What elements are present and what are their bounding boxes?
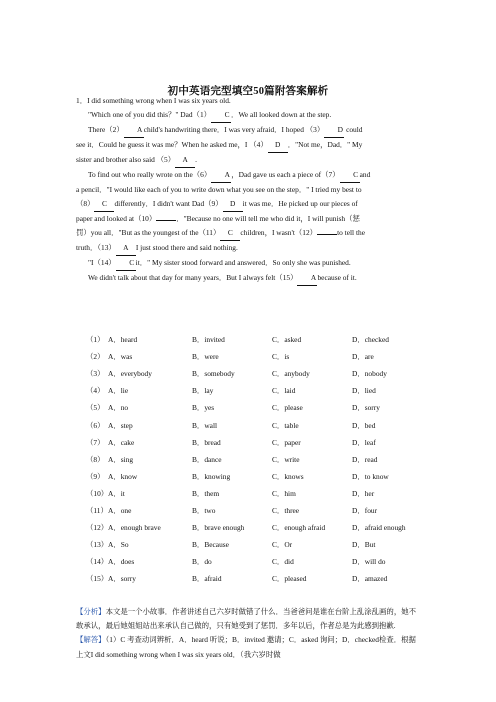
passage-line [76, 168, 420, 183]
option-d: D．four [352, 505, 378, 515]
option-c: C．paper [272, 437, 301, 447]
option-row [86, 536, 426, 553]
option-number: （11） [86, 505, 108, 515]
answer-blank: D [223, 197, 243, 212]
option-number: （13） [86, 540, 109, 550]
passage-line [76, 226, 420, 241]
option-b: B．somebody [192, 369, 235, 379]
passage-line [76, 271, 420, 286]
option-number: （7） [86, 437, 105, 447]
option-d: D．afraid enough [352, 523, 406, 533]
passage-line [76, 256, 420, 271]
option-a: A．heard [108, 335, 138, 345]
passage-line [76, 183, 420, 197]
option-d: D．bed [352, 420, 376, 430]
passage-text: and [359, 170, 371, 179]
option-d: D．sorry [352, 403, 380, 413]
option-d: D．will do [352, 557, 386, 567]
option-number: （6） [86, 420, 105, 430]
option-c: C．is [272, 352, 290, 362]
passage-text: . [195, 155, 197, 164]
option-a: A．no [108, 403, 129, 413]
option-a: A．enough brave [108, 523, 161, 533]
option-row [86, 485, 426, 502]
option-b: B．Because [192, 540, 229, 550]
page-title: 初中英语完型填空50篇附答案解析 [167, 86, 329, 97]
option-c: C．table [272, 420, 299, 430]
analysis-tag: 【分析】 [76, 607, 106, 616]
passage-line [76, 212, 420, 226]
passage-text: could [344, 125, 363, 134]
passage-text: ．"Because no one will tell me who did it，I will punish（惩 [176, 214, 360, 223]
passage-line [76, 153, 420, 168]
option-b: B．do [192, 557, 212, 567]
option-number: （5） [86, 403, 105, 413]
answer-blank: A [211, 168, 231, 183]
passage-text: child's handwriting there．I was very afraid．I hoped （3） [143, 125, 325, 134]
passage-text: a pencil．"I would like each of you to write down what you see on the step．" I tried my best to [76, 185, 362, 194]
passage-line [76, 241, 420, 256]
option-c: C．asked [272, 335, 302, 345]
answer-blank: C [220, 226, 240, 241]
option-b: B．them [192, 488, 220, 498]
option-c: C．knows [272, 471, 304, 481]
passage-text: 罚）you all．"But as the youngest of the（11） [76, 228, 221, 237]
passage-text: ．We all looked down at the step. [231, 110, 332, 119]
option-b: B．afraid [192, 574, 222, 584]
option-a: A．So [108, 540, 129, 550]
answer-blank: A [124, 123, 144, 138]
answer-blank: C [94, 197, 114, 212]
option-a: A．one [108, 505, 132, 515]
answer-blank: C [116, 256, 136, 271]
answer-text: （1）C 考查动词辨析．A．heard 听说；B．invited 邀请；C．asked 询问；D．checked检查．根据上文I did something wrong when I was six years old．（我六岁时做 [76, 635, 416, 659]
passage-text: truth．（13） [76, 243, 116, 252]
passage-text: "I（14） [88, 258, 116, 267]
question-1-heading: 1．I did something wrong when I was six years old. [76, 96, 231, 105]
option-row [86, 468, 426, 485]
passage-line [76, 108, 420, 123]
option-c: C．Or [272, 540, 293, 550]
passage-text: I just stood there and said nothing. [135, 243, 238, 252]
passage-text: paper and looked at（10） [76, 214, 157, 223]
option-b: B．dance [192, 454, 222, 464]
option-c: C．three [272, 505, 300, 515]
option-b: B．knowing [192, 471, 231, 481]
passage-line [76, 197, 420, 212]
analysis-paragraph [76, 605, 420, 633]
option-d: D．amazed [352, 574, 388, 584]
option-number: （4） [86, 386, 105, 396]
option-row [86, 502, 426, 519]
passage-text: because of it. [317, 273, 357, 282]
passage-text: To find out who really wrote on the（6） [88, 170, 212, 179]
option-b: B．two [192, 505, 216, 515]
answer-blank [156, 220, 176, 221]
answer-blank [317, 234, 337, 235]
passage-text: it．" My sister stood forward and answered．So only she was punished. [135, 258, 351, 267]
option-a: A．was [108, 352, 133, 362]
option-b: B．bread [192, 437, 221, 447]
passage [76, 108, 420, 286]
option-b: B．lay [192, 386, 214, 396]
option-c: C．did [272, 557, 294, 567]
option-c: C．enough afraid [272, 523, 326, 533]
passage-text: There（2） [88, 125, 124, 134]
answer-blank: A [297, 271, 317, 286]
answer-tag: 【解答】 [76, 635, 106, 645]
analysis-section [76, 605, 420, 662]
option-b: B．invited [192, 335, 225, 345]
passage-text: differently．I didn't want Dad（9） [114, 199, 223, 208]
option-row [86, 434, 426, 451]
answer-blank: D [324, 123, 344, 138]
option-b: B．wall [192, 420, 218, 430]
option-b: B．yes [192, 403, 215, 413]
option-d: D．read [352, 454, 378, 464]
passage-text: children，I wasn't（12） [240, 228, 318, 237]
option-a: A．everybody [108, 369, 152, 379]
option-c: C．pleased [272, 574, 307, 584]
passage-text: see it．Could he guess it was me？When he asked me，I （4） [76, 140, 268, 149]
option-row [86, 519, 426, 536]
option-d: D．to know [352, 471, 389, 481]
option-row [86, 365, 426, 382]
answer-blank: C [211, 108, 231, 123]
option-a: A．it [108, 488, 125, 498]
option-a: A．sing [108, 454, 134, 464]
option-row [86, 331, 426, 348]
option-number: （3） [86, 369, 105, 379]
passage-line [76, 138, 420, 153]
option-row [86, 553, 426, 570]
option-b: B．were [192, 352, 219, 362]
option-a: A．know [108, 471, 138, 481]
answer-blank: C [340, 168, 360, 183]
option-row [86, 416, 426, 433]
option-c: C．him [272, 488, 296, 498]
option-row [86, 570, 426, 587]
passage-text: "Which one of you did this？" Dad（1） [88, 110, 212, 119]
answer-blank: A [116, 241, 136, 256]
option-row [86, 382, 426, 399]
analysis-text: 本文是一个小故事．作者讲述自己六岁时做错了什么．当爸爸问是谁在台阶上乱涂乱画的，她不敢承认，最后她姐姐站出来承认自己做的，只有她受到了惩罚．多年以后，作者总是为此感到抱歉. [76, 607, 416, 631]
option-d: D．lied [352, 386, 376, 396]
option-d: D．leaf [352, 437, 376, 447]
option-number: （10） [86, 488, 109, 498]
answer-paragraph [76, 633, 420, 661]
passage-text: ，Dad gave us each a piece of（7） [231, 170, 340, 179]
option-a: A．sorry [108, 574, 136, 584]
option-row [86, 451, 426, 468]
passage-text: We didn't talk about that day for many years．But I always felt（15） [88, 273, 298, 282]
option-row [86, 399, 426, 416]
passage-text: it was me．He picked up our pieces of [242, 199, 358, 208]
option-number: （2） [86, 352, 105, 362]
passage-text: to tell the [337, 228, 365, 237]
option-a: A．lie [108, 386, 129, 396]
passage-line [76, 123, 420, 138]
answer-blank: D [268, 138, 288, 153]
options-list [86, 331, 426, 587]
option-number: （14） [86, 557, 109, 567]
answer-blank: A [175, 153, 195, 168]
option-a: A．does [108, 557, 135, 567]
option-c: C．write [272, 454, 300, 464]
option-b: B．brave enough [192, 523, 245, 533]
option-c: C．please [272, 403, 303, 413]
option-c: C．anybody [272, 369, 310, 379]
option-number: （12） [86, 523, 109, 533]
option-d: D．her [352, 488, 375, 498]
option-number: （8） [86, 454, 105, 464]
question-heading [76, 94, 420, 108]
passage-text: sister and brother also said （5） [76, 155, 176, 164]
option-d: D．nobody [352, 369, 387, 379]
option-row [86, 348, 426, 365]
option-d: D．But [352, 540, 376, 550]
passage-text: ．"Not me，Dad．" My [287, 140, 363, 149]
passage-text: （8） [76, 199, 95, 208]
option-c: C．laid [272, 386, 296, 396]
option-a: A．cake [108, 437, 135, 447]
option-d: D．are [352, 352, 374, 362]
option-number: （9） [86, 471, 105, 481]
option-number: （15） [86, 574, 109, 584]
option-number: （1） [86, 335, 105, 345]
option-a: A．step [108, 420, 133, 430]
option-d: D．checked [352, 335, 389, 345]
